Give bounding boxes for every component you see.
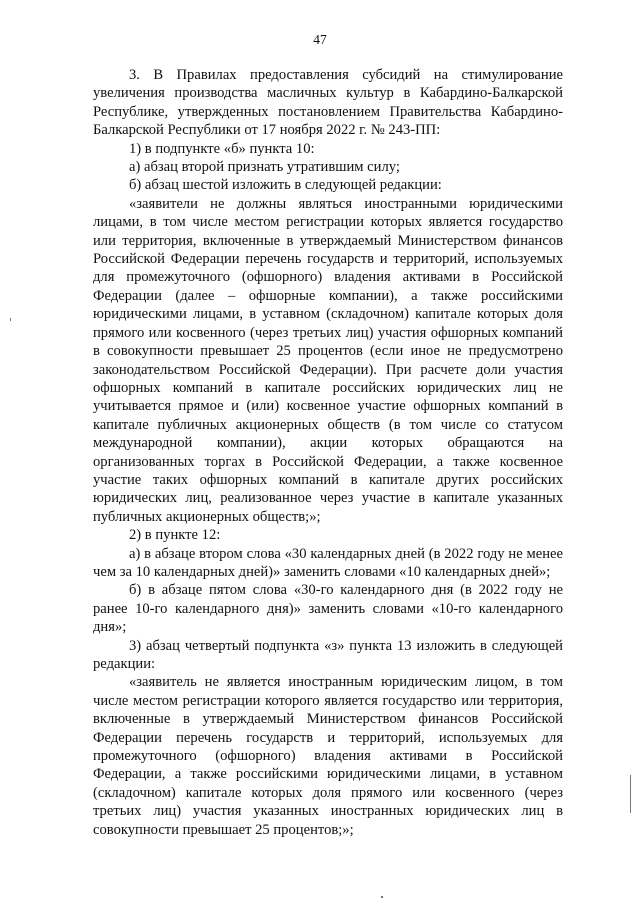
paragraph-subitem-3: 3) абзац четвертый подпункта «з» пункта 13 изложить в следующей редакции: bbox=[93, 637, 563, 672]
paragraph-subitem-2: 2) в пункте 12: bbox=[129, 527, 221, 544]
scan-artifact-bottom bbox=[381, 896, 383, 898]
paragraph-subitem-1: 1) в подпункте «б» пункта 10: bbox=[129, 140, 315, 157]
paragraph-subitem-1a: а) абзац второй признать утратившим силу; bbox=[129, 159, 400, 176]
paragraph-amendment-3: 3. В Правилах предоставления субсидий на стимулирование увеличения производства масличных культур в Кабардино-Балкарской Республике, утвержденных постановлением Правительства Кабардино-Балкарской Республики от 17 ноября 2022 г. № 243-ПП: bbox=[93, 67, 563, 139]
paragraph-quote-applicants: «заявители не должны являться иностранными юридическими лицами, в том числе местом регистрации которых является государство или территория, включенные в утверждаемый Министерством финансов Российской Федерации перечень государств и территорий, используемых для промежуточного (офшорного) владения активами в Российской Федерации (далее – офшорные компании), а также российскими юридическими лицами, в уставном (складочном) капитале которых доля прямого или косвенного (через третьих лиц) участия офшорных компаний в совокупности превышает 25 процентов (если иное не предусмотрено законодательством Российской Федерации). При расчете доли участия офшорных компаний в капитале российских юридических лиц не учитывается прямое и (или) косвенное участие офшорных компаний в капитале публичных акционерных обществ (в том числе со статусом международной компании), акции которых обращаются на организованных торгах в Российской Федерации, а также косвенное участие таких офшорных компаний в капитале других российских юридических лиц, реализованное через участие в капитале указанных публичных акционерных обществ;»; bbox=[93, 195, 563, 525]
paragraph-subitem-2a: а) в абзаце втором слова «30 календарных дней (в 2022 году не менее чем за 10 календарных дней)» заменить словами «10 календарных дней»; bbox=[93, 545, 563, 580]
scan-artifact-left bbox=[10, 318, 11, 321]
document-body bbox=[93, 66, 563, 839]
paragraph-subitem-1b: б) абзац шестой изложить в следующей редакции: bbox=[129, 177, 442, 194]
paragraph-subitem-2b: б) в абзаце пятом слова «30-го календарного дня (в 2022 году не ранее 10-го календарного дня)» заменить словами «10-го календарного дня»; bbox=[93, 582, 563, 636]
paragraph-quote-applicant: «заявитель не является иностранным юридическим лицом, в том числе местом регистрации которого является государство или территория, включенные в утверждаемый Министерством финансов Российской Федерации перечень государств и территорий, используемых для промежуточного (офшорного) владения активами в Российской Федерации, а также российскими юридическими лицами, в уставном (складочном) капитале которых доля прямого или косвенного (через третьих лиц) участия указанных иностранных юридических лиц в совокупности превышает 25 процентов;»; bbox=[93, 674, 563, 838]
page-number: 47 bbox=[313, 32, 327, 47]
scan-artifact-right bbox=[630, 775, 631, 813]
